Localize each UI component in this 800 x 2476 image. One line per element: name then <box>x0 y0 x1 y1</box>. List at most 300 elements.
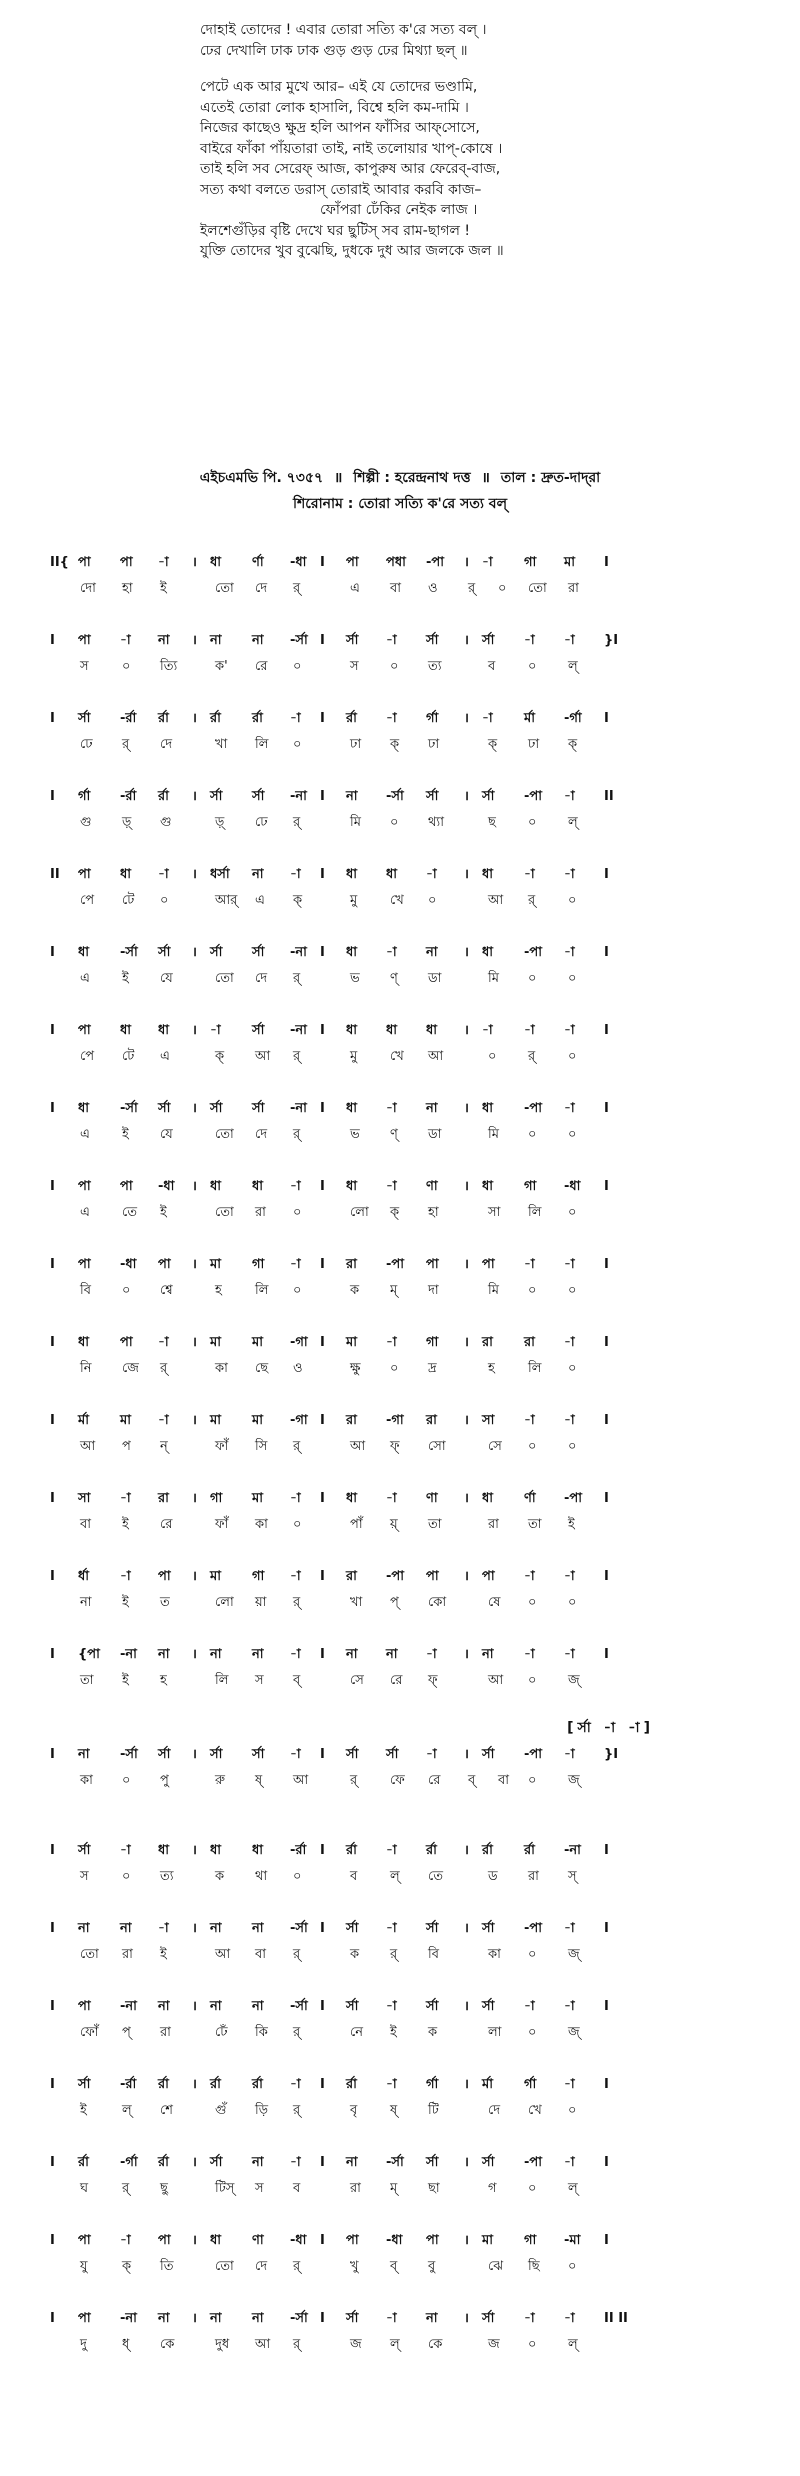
swara-note: না <box>252 1921 264 1936</box>
lyric-syllable: জ্ <box>568 1673 580 1688</box>
swara-note: মা <box>346 1335 357 1350</box>
bar-mark: I <box>604 1999 609 2014</box>
lyric-syllable: ল্ <box>568 2337 578 2352</box>
notation-row-group <box>50 2150 750 2228</box>
notation-row-group <box>50 1994 750 2072</box>
swara-note: র্ধা <box>78 1569 90 1584</box>
syllable-line <box>50 1768 750 1794</box>
lyric-syllable: ০ <box>390 659 399 674</box>
swara-note: গা <box>524 1179 537 1194</box>
swara-line <box>50 2072 750 2098</box>
lyric-syllable: ক <box>350 1947 360 1962</box>
swara-note: র্রা <box>210 711 221 726</box>
bar-mark: । <box>464 1023 469 1038</box>
lyric-syllable: বা <box>255 1947 267 1962</box>
lyric-line: বাইরে ফাঁকা পাঁয়তারা তাই, নাই তলোয়ার খাপ্-কোষে । <box>200 140 503 157</box>
swara-note: ধা <box>386 1023 398 1038</box>
bar-mark: I <box>604 1179 609 1194</box>
swara-note: গা <box>210 1491 223 1506</box>
swara-note: না <box>158 1999 170 2014</box>
bar-mark: II II <box>604 2311 628 2326</box>
bar-mark: । <box>464 867 469 882</box>
lyric-syllable: ০ <box>528 815 537 830</box>
swara-note: র্রা <box>210 2077 221 2092</box>
swara-note: -া <box>564 1647 575 1662</box>
lyric-syllable: র্ <box>293 1127 301 1142</box>
bar-mark: I <box>320 1999 325 2014</box>
swara-note: ধা <box>346 1101 358 1116</box>
lyric-syllable: ধ্ <box>122 2337 130 2352</box>
bar-mark: II <box>50 867 60 882</box>
swara-note: -া <box>524 1257 535 1272</box>
lyric-syllable: এ <box>80 1127 90 1142</box>
swara-note: -া <box>386 2077 397 2092</box>
swara-note: র্রা <box>158 711 169 726</box>
lyric-syllable: আর্ <box>215 893 238 908</box>
swara-note: গা <box>524 555 537 570</box>
lyric-line: পেটে এক আর মুখে আর– এই যে তোদের ভণ্ডামি, <box>200 79 478 95</box>
swara-note: -া <box>524 633 535 648</box>
lyric-syllable: কে <box>160 2337 175 2352</box>
lyric-syllable: ব্ <box>468 1773 476 1788</box>
swara-line <box>50 1642 750 1668</box>
lyric-syllable: র্ <box>468 581 476 596</box>
lyric-syllable: ণ্ <box>390 1127 398 1142</box>
swara-note: গা <box>252 1257 265 1272</box>
swara-note: -া <box>564 2077 575 2092</box>
lyric-syllable: টিস্ <box>215 2181 235 2196</box>
swara-line <box>50 1564 750 1590</box>
bar-mark: I <box>604 711 609 726</box>
swara-note: -া <box>386 1999 397 2014</box>
lyric-syllable: দা <box>428 1283 439 1298</box>
swara-note: -া <box>158 867 169 882</box>
swara-note: -া <box>120 2233 131 2248</box>
lyric-syllable: ০ <box>528 1773 537 1788</box>
lyric-syllable: পে <box>80 1049 95 1064</box>
lyric-syllable: আ <box>428 1049 444 1064</box>
lyric-syllable: মি <box>488 971 499 986</box>
lyric-syllable: ০ <box>528 1947 537 1962</box>
lyric-syllable: এ <box>160 1049 170 1064</box>
lyric-syllable: র্ <box>293 1947 301 1962</box>
lyric-syllable: শে <box>160 2103 173 2118</box>
swara-note: না <box>78 1747 90 1762</box>
lyric-syllable: সো <box>428 1439 446 1454</box>
swara-note: র্গা <box>78 789 91 804</box>
lyric-syllable: তো <box>215 581 234 596</box>
lyric-syllable: র্ <box>350 1773 358 1788</box>
bar-mark: I <box>320 1843 325 1858</box>
lyric-syllable: ঢা <box>428 737 440 752</box>
swara-note: -না <box>120 1999 137 2014</box>
lyric-syllable: ষ্ <box>255 1773 263 1788</box>
swara-note: -া <box>564 1023 575 1038</box>
syllable-line <box>50 732 750 758</box>
lyric-syllable: দে <box>255 581 268 596</box>
swara-note: -পা <box>524 2155 542 2170</box>
lyric-syllable: ফ্ <box>428 1673 438 1688</box>
swara-note: -র্রা <box>290 1843 307 1858</box>
bar-mark: I <box>50 1491 55 1506</box>
lyric-syllable: ছি <box>528 2259 540 2274</box>
notation-row-group <box>50 1330 750 1408</box>
swara-note: ধা <box>120 867 132 882</box>
bar-mark: I <box>604 2155 609 2170</box>
swara-note: না <box>158 2311 170 2326</box>
swara-note: -া <box>426 1747 437 1762</box>
lyric-syllable: ০ <box>293 1283 302 1298</box>
syllable-line <box>50 1512 750 1538</box>
lyric-syllable: পাঁ <box>350 1517 363 1532</box>
lyric-syllable: আ <box>255 1049 271 1064</box>
swara-note: র্সা <box>210 789 223 804</box>
swara-note: না <box>426 945 438 960</box>
bar-mark: । <box>464 2155 469 2170</box>
lyric-syllable: রা <box>350 2181 361 2196</box>
bar-mark: I <box>320 2311 325 2326</box>
swara-note: র্রা <box>252 711 263 726</box>
lyric-syllable: পু <box>160 1773 169 1788</box>
swara-note: -া <box>158 555 169 570</box>
lyric-syllable: সে <box>350 1673 364 1688</box>
bar-mark: । <box>192 1179 197 1194</box>
lyric-syllable: ০ <box>528 1595 537 1610</box>
lyric-syllable: হ <box>215 1283 222 1298</box>
lyric-syllable: ক্ <box>390 1205 400 1220</box>
swara-note: -া <box>386 1921 397 1936</box>
swara-note: পা <box>78 633 91 648</box>
lyric-syllable: ছ <box>488 815 496 830</box>
lyric-syllable: ভ <box>350 1127 360 1142</box>
swara-note: -া <box>482 1023 493 1038</box>
notation-row-group <box>50 1838 750 1916</box>
bar-mark: । <box>192 1257 197 1272</box>
swara-note: না <box>78 1921 90 1936</box>
swara-note: -র্রা <box>120 789 137 804</box>
swara-note: র্গা <box>524 2077 537 2092</box>
swara-note: র্সা <box>482 1747 495 1762</box>
swara-note: -া <box>290 867 301 882</box>
notation-row-group <box>50 2228 750 2306</box>
lyric-syllable: আ <box>293 1773 309 1788</box>
swara-note: -র্গা <box>564 711 582 726</box>
swara-note: -া <box>564 1413 575 1428</box>
lyric-syllable: ০ <box>528 2025 537 2040</box>
bar-mark: I <box>320 1257 325 1272</box>
swara-note: ধা <box>482 945 494 960</box>
lyric-syllable: কি <box>255 2025 268 2040</box>
swara-note: না <box>158 1647 170 1662</box>
lyric-syllable: ণ্ <box>390 971 398 986</box>
swara-note: -া <box>290 1257 301 1272</box>
lyric-syllable: ক' <box>215 659 228 674</box>
swara-note: -া <box>120 1843 131 1858</box>
swara-line <box>50 1742 750 1768</box>
swara-line <box>50 550 750 576</box>
bar-mark: । <box>464 1101 469 1116</box>
bar-mark: I <box>320 2233 325 2248</box>
lyric-syllable: জ <box>488 2337 500 2352</box>
bar-mark: I <box>320 1921 325 1936</box>
syllable-line <box>50 1864 750 1890</box>
swara-note: র্মা <box>78 1413 89 1428</box>
lyric-syllable: গু <box>160 815 172 830</box>
lyric-syllable: আ <box>488 893 504 908</box>
bar-mark: I <box>604 1491 609 1506</box>
bar-mark: । <box>464 2311 469 2326</box>
lyric-syllable: ক্ <box>215 1049 225 1064</box>
lyric-syllable: সি <box>255 1439 268 1454</box>
bar-mark: । <box>464 633 469 648</box>
swara-note: পা <box>426 1257 439 1272</box>
swara-note: রা <box>158 1491 169 1506</box>
bar-mark: । <box>464 1999 469 2014</box>
swara-note: র্মা <box>524 711 535 726</box>
lyric-syllable: কো <box>428 1595 447 1610</box>
lyric-syllable: র্ <box>122 2181 130 2196</box>
syllable-line <box>50 2254 750 2280</box>
swara-note: র্সা <box>78 711 91 726</box>
swara-note: না <box>210 1647 222 1662</box>
lyric-syllable: লি <box>255 1283 269 1298</box>
swara-note: না <box>252 1999 264 2014</box>
lyric-syllable: ছা <box>428 2181 440 2196</box>
swara-note: -া <box>290 1491 301 1506</box>
swara-note: -া <box>482 711 493 726</box>
bar-mark: I <box>320 1569 325 1584</box>
swara-note: র্সা <box>426 633 439 648</box>
lyric-syllable: য়া <box>255 1595 267 1610</box>
lyric-syllable: ক্ষু <box>350 1361 361 1376</box>
bar-mark: । <box>464 711 469 726</box>
lyric-syllable: স <box>255 1673 264 1688</box>
lyric-syllable: রে <box>160 1517 173 1532</box>
lyric-syllable: র্ <box>293 2259 301 2274</box>
swara-note: পা <box>120 1179 133 1194</box>
lyric-syllable: তো <box>528 581 547 596</box>
swara-note: র্সা <box>426 789 439 804</box>
bar-mark: I <box>604 1843 609 1858</box>
lyric-syllable: তে <box>122 1205 138 1220</box>
lyric-syllable: ০ <box>528 2337 537 2352</box>
lyric-syllable: ০ <box>568 971 577 986</box>
swara-note: -া <box>524 867 535 882</box>
artist-name: শিল্পী : হরেন্দ্রনাথ দত্ত <box>353 470 471 486</box>
lyric-syllable: জ <box>350 2337 362 2352</box>
notation-row-group <box>50 550 750 628</box>
notation-row-group <box>50 2306 750 2384</box>
swara-note: -া <box>386 1843 397 1858</box>
swara-note: -ধা <box>564 1179 581 1194</box>
lyric-syllable: ০ <box>122 1773 131 1788</box>
bar-mark: I <box>320 555 325 570</box>
swara-note: ধা <box>482 1491 494 1506</box>
syllable-line <box>50 1434 750 1460</box>
swara-note: -া <box>564 633 575 648</box>
lyric-syllable: মি <box>488 1127 499 1142</box>
swara-note: মা <box>210 1257 221 1272</box>
lyric-syllable: আ <box>488 1673 504 1688</box>
swara-note: -পা <box>524 1921 542 1936</box>
lyric-syllable: ত্যি <box>160 659 178 674</box>
bar-mark: । <box>192 1647 197 1662</box>
bar-mark: । <box>192 1413 197 1428</box>
swara-note: -া <box>386 633 397 648</box>
swara-note: -া <box>386 711 397 726</box>
swara-note: ধা <box>78 1335 90 1350</box>
lyric-syllable: ০ <box>160 893 169 908</box>
lyric-syllable: ০ <box>528 659 537 674</box>
lyric-syllable: ব <box>293 2181 301 2196</box>
bar-mark: I <box>50 2311 55 2326</box>
bar-mark: । <box>192 711 197 726</box>
swara-note: -া <box>386 1491 397 1506</box>
swara-note: {পা <box>78 1647 100 1662</box>
swara-note: গা <box>252 1569 265 1584</box>
lyric-line: তাই হলি সব সেরেফ্ আজ, কাপুরুষ আর ফেরেব্-বাজ, <box>200 161 501 177</box>
lyric-syllable: খা <box>350 1595 363 1610</box>
lyric-syllable: কা <box>80 1773 93 1788</box>
swara-note: না <box>482 1647 494 1662</box>
swara-note: -ধা <box>158 1179 175 1194</box>
syllable-line <box>50 966 750 992</box>
bar-mark: I <box>604 1023 609 1038</box>
lyric-syllable: ক্ <box>293 893 303 908</box>
syllable-line <box>50 1122 750 1148</box>
swara-note: র্সা <box>158 1101 171 1116</box>
bar-mark: । <box>192 1843 197 1858</box>
syllable-line <box>50 810 750 836</box>
swara-note: র্ণা <box>524 1491 536 1506</box>
lyric-syllable: ফাঁ <box>215 1439 229 1454</box>
lyric-syllable: কা <box>215 1361 228 1376</box>
lyric-syllable: ০ <box>293 659 302 674</box>
swara-note: র্রা <box>158 2155 169 2170</box>
notation-row-group <box>50 2072 750 2150</box>
swara-note: -পা <box>386 1569 404 1584</box>
lyrics-verse <box>200 77 760 262</box>
bar-mark: । <box>192 1023 197 1038</box>
swara-note: -র্সা <box>120 1747 138 1762</box>
swara-note: র্রা <box>158 2077 169 2092</box>
bar-mark: I <box>50 1843 55 1858</box>
swara-note: ধা <box>252 1843 264 1858</box>
bar-mark: I <box>320 1647 325 1662</box>
tala-name: তাল : দ্রুত-দাদ্‌রা <box>500 470 601 486</box>
notation-row-group <box>50 1096 750 1174</box>
swara-line <box>50 628 750 654</box>
lyric-syllable: ই <box>160 1205 167 1220</box>
lyric-syllable: ব <box>488 659 496 674</box>
swara-note: র্সা <box>210 1101 223 1116</box>
swara-note: পা <box>78 555 91 570</box>
bar-mark: । <box>192 555 197 570</box>
bar-mark: । <box>464 1843 469 1858</box>
lyric-syllable: জ্ <box>568 1947 580 1962</box>
song-title: শিরোনাম : তোরা সত্যি ক'রে সত্য বল্ <box>292 496 508 512</box>
lyric-syllable: ব <box>350 1869 358 1884</box>
swara-note: -া <box>120 1491 131 1506</box>
swara-note: পা <box>158 2233 171 2248</box>
bar-mark: I <box>604 2233 609 2248</box>
swara-note: -া <box>564 789 575 804</box>
lyric-syllable: এ <box>350 581 360 596</box>
swara-note: -া <box>564 1101 575 1116</box>
swara-note: র্গা <box>426 2077 439 2092</box>
lyric-syllable: লি <box>215 1673 229 1688</box>
swara-note: না <box>426 1101 438 1116</box>
notation-row-group <box>50 1174 750 1252</box>
lyric-syllable: রে <box>390 1673 403 1688</box>
lyric-syllable: রা <box>488 1517 499 1532</box>
lyric-syllable: র্ <box>293 1439 301 1454</box>
lyric-syllable: মি <box>488 1283 499 1298</box>
syllable-line <box>50 576 750 602</box>
swara-note: পা <box>78 2233 91 2248</box>
lyric-syllable: গু <box>80 815 92 830</box>
swara-note: -া <box>290 2155 301 2170</box>
lyric-syllable: ই <box>122 1127 129 1142</box>
swara-note: র্সা <box>346 633 359 648</box>
lyric-syllable: ই <box>160 581 167 596</box>
swara-note: -া <box>290 1179 301 1194</box>
lyric-syllable: ০ <box>568 2103 577 2118</box>
lyric-syllable: দো <box>80 581 96 596</box>
swara-note: -া <box>524 1413 535 1428</box>
swara-line <box>50 2228 750 2254</box>
swara-note: -র্সা <box>290 633 308 648</box>
swara-note: গা <box>426 1335 439 1350</box>
swara-note: -র্সা <box>120 1101 138 1116</box>
lyric-syllable: ০ <box>528 1127 537 1142</box>
lyric-syllable: থা <box>255 1869 268 1884</box>
swara-note: ধর্সা <box>210 867 230 882</box>
swara-note: রা <box>346 1413 357 1428</box>
swara-note: র্সা <box>482 1921 495 1936</box>
lyric-syllable: র্ <box>390 1947 398 1962</box>
bar-mark: I <box>320 2077 325 2092</box>
bar-mark: I <box>604 1101 609 1116</box>
swara-note: পা <box>482 1257 495 1272</box>
bar-mark: । <box>464 2077 469 2092</box>
bar-mark: I <box>604 1335 609 1350</box>
lyric-syllable: ০ <box>293 1869 302 1884</box>
lyric-syllable: আ <box>255 2337 271 2352</box>
lyric-syllable: রা <box>122 1947 133 1962</box>
lyric-syllable: ০ <box>293 1517 302 1532</box>
bar-mark: I <box>604 555 609 570</box>
lyric-syllable: ফাঁ <box>215 1517 229 1532</box>
swara-note: -া <box>290 1647 301 1662</box>
swara-note: -া <box>524 1023 535 1038</box>
lyric-syllable: টে <box>122 1049 135 1064</box>
lyric-syllable: ছু <box>160 2181 168 2196</box>
swara-note: -া <box>564 867 575 882</box>
swara-note: না <box>252 633 264 648</box>
notation-row-group <box>50 628 750 706</box>
lyric-syllable: আ <box>350 1439 366 1454</box>
lyric-syllable: দে <box>255 971 268 986</box>
swara-note: -র্সা <box>386 789 404 804</box>
separator: ॥ <box>333 470 343 486</box>
bar-mark: I <box>320 1335 325 1350</box>
swara-note: -া <box>158 1335 169 1350</box>
swara-note: পা <box>482 1569 495 1584</box>
lyric-syllable: ০ <box>293 737 302 752</box>
bar-mark: । <box>192 945 197 960</box>
swara-note: -া <box>120 633 131 648</box>
